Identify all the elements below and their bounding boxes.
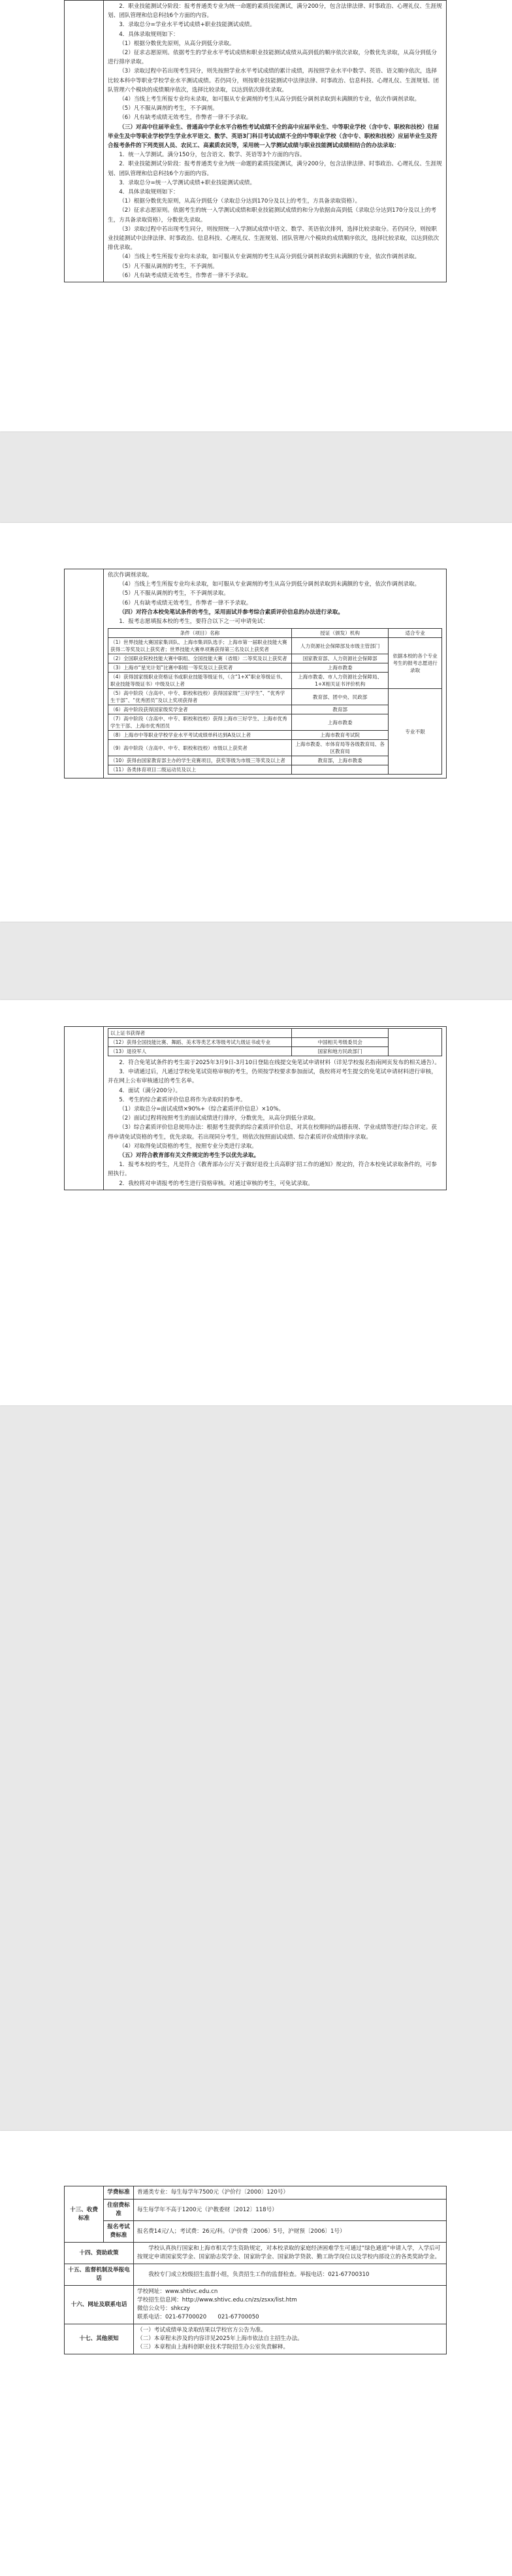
table-cell: 以上证书获得者 xyxy=(108,1029,292,1038)
table-left-column xyxy=(65,1,104,282)
notice-line: （二）本章程未涉及的内容详见2025年上海市依法自主招生办法。 xyxy=(137,2335,303,2342)
table-cell: 普通类专业：每生每学年7500元（沪价行〔2000〕120号） xyxy=(134,2186,447,2200)
table-cell: 我校专门成立校级招生监督小组，负责招生工作的监督检查。举报电话：021-67700310 xyxy=(134,2264,447,2286)
paragraph: （3）综合素质评价信息使用办法：根据考生提供的综合素质评价信息，对其在校期间的品德表现、学业成绩等进行综合评定。获得申请免试资格的考生，优先录取。若出现同分考生，则依次按照面试成绩、综合素质评价成绩排序录取。 xyxy=(108,1124,437,1141)
paragraph: （2）征求志愿原则。依据考生的统一入学测试成绩和职业技能测试成绩的和分为依据由高到低（录取总分达到170分及以上的考生，方具备录取资格），分数优先录取。 xyxy=(108,207,437,224)
table-cell: 每生每学年不高于1200元（沪教委财〔2012〕118号） xyxy=(134,2200,447,2221)
table-left-column xyxy=(65,1027,104,1190)
table-cell: 国家和地方民政部门 xyxy=(292,1047,389,1056)
table-row xyxy=(65,2286,447,2324)
exemption-cell xyxy=(104,569,447,778)
sub-label: 学费标准 xyxy=(104,2186,134,2200)
table-cell xyxy=(134,2324,447,2354)
section-label: 十六、网址及联系电话 xyxy=(65,2286,134,2324)
table-row xyxy=(65,2186,447,2200)
table-cell: 上海市教育考试院 xyxy=(292,731,389,740)
bold-paragraph: （四）对符合本校免笔试条件的考生，采用面试并参考综合素质评价信息的办法进行录取。 xyxy=(119,609,344,616)
column-header: 适合专业 xyxy=(389,629,442,638)
table-cell: （4）获得国家级职业资格证书或职业技能等级证书，（含“1+X”职业等级证书、职业技能等级证书）中级及以上者 xyxy=(108,673,292,689)
section-label: 十四、资助政策 xyxy=(65,2243,134,2264)
website-line[interactable]: 学校网址：www.shtivc.edu.cn xyxy=(137,2288,218,2295)
table-cell: （2）全国职业院校技能大赛中职组、全国技能大赛（省级）二等奖及以上获奖者 xyxy=(108,654,292,663)
paragraph: 4．具体录取规则如下： xyxy=(119,189,179,196)
paragraph: （4）当线上考生所报专业均未录取，如可服从专业调剂的考生从高分到低分调剂录取到未满额的专业，依次作调剂录取。 xyxy=(119,254,421,261)
admissions-site-line[interactable]: 学校招生信息网：http://www.shtivc.edu.cn/zs/zsxx/list.htm xyxy=(137,2297,297,2303)
exemption-conditions-table-continued xyxy=(108,1028,442,1056)
column-header: 条件（项目）名称 xyxy=(108,629,292,638)
document-page-1 xyxy=(0,0,512,431)
table-cell: （9）高中阶段（含高中、中专、职校和技校）市级以上获奖者 xyxy=(108,740,292,756)
table-row xyxy=(65,2243,447,2264)
paragraph: 3．申请通过后，凡通过学校免笔试资格审核的考生，仍须按学校要求参加面试，我校将对考生提交的免笔试申请材料进行审核，并在网上公布审核通过的考生名单。 xyxy=(108,1069,437,1085)
table-cell: 上海市教委 xyxy=(292,663,389,673)
table-cell: （3）上海市“星光计划”比赛中职组一等奖及以上获奖者 xyxy=(108,663,292,673)
table-row xyxy=(65,2264,447,2286)
table-cell: （7）高中阶段（含高中、中专、职校和技校）获得上海市三好学生、上海市优秀学生干部、上海市优秀团员 xyxy=(108,714,292,731)
table-row xyxy=(65,2200,447,2221)
paragraph: （5）凡不服从调剂的考生，不予调剂。 xyxy=(119,263,218,270)
paragraph: （2）征求志愿原则。依据考生的学业水平考试成绩和职业技能测试成绩从高到低的顺序依次录取，分数优先录取，从高分到低分进行排序录取。 xyxy=(108,50,437,66)
paragraph: （4）当线上考生所报专业均未录取，如可服从专业调剂的考生从高分到低分调剂录取到未满额的专业，依次作调剂录取。 xyxy=(119,96,421,103)
table-left-column xyxy=(65,569,104,778)
section-label: 十七、其他须知 xyxy=(65,2324,134,2354)
paragraph: （6）凡有缺考成绩无效考生，作弊者一律不予录取。 xyxy=(119,114,252,122)
table-cell: 报名费14元/人；考试费：26元/科。（沪价费〔2006〕5号，沪财预〔2006〕1号） xyxy=(134,2221,447,2243)
table-cell: （10）获得由国家教育部主办的学生竞赛项目，获奖等级为市级三等奖及以上者 xyxy=(108,756,292,765)
document-page-4 xyxy=(0,2131,512,2576)
table-cell: （8）上海市中等职业学校学业水平考试成绩单科达到A及以上者 xyxy=(108,731,292,740)
paragraph: 1．报考志愿填报本校的考生，要符合以下之一可申请免试： xyxy=(119,618,269,626)
rules-table xyxy=(64,0,447,282)
notice-line: （一）考试成绩单及录取结果以学校官方公告为准。 xyxy=(137,2327,266,2333)
table-cell: 国家教育部、人力资源社会保障部 xyxy=(292,654,389,663)
bold-paragraph: （三）对高中往届毕业生、普通高中学业水平合格性考试成绩不全的高中应届毕业生、中等职业学校（含中专、职校和技校）往届毕业生及中等职业学校学生学业水平语文、数学、英语3门科目考试成绩不全的中等职业学校（含中专、职校和技校）应届毕业生及符合报考条件的下列类别人员、农民工、高素质农民等，采用统一入学测试成绩与职业技能测试成绩相结合的办法录取： xyxy=(108,124,440,150)
notice-line: （三）本章程由上海科创职业技术学院招生办公室负责解释。 xyxy=(137,2344,289,2350)
paragraph: 依次作调剂录取。 xyxy=(108,572,153,578)
section-label: 十五、监督机制及举报电话 xyxy=(65,2264,134,2286)
exemption-cell-continued xyxy=(104,1027,447,1190)
table-row xyxy=(65,2324,447,2354)
column-header: 授证（颁发）机构 xyxy=(292,629,389,638)
rules-cell xyxy=(104,1,447,282)
paragraph: 5．考生的综合素质评价信息将作为录取时的参考。 xyxy=(119,1096,246,1103)
paragraph: （3）录取过程中若出现考生同分，则先按照学业水平考试成绩的累计成绩，再按照学业水平中数学、英语、语文顺序依次，选择比较本科中等职业学校学业水平测试成绩。若仍同分，则按职业技能测试中法律法律、时事政治、信息科技、心理礼仪、生涯规划、团队管理六个模块的成绩顺序依次，选择比较录取，以达到依次排优录取。 xyxy=(108,68,440,93)
sub-label: 报名考试费标准 xyxy=(104,2221,134,2243)
table-cell: 中国相关考级委员会 xyxy=(292,1038,389,1047)
paragraph: （4）对取得免试资格的考生，按照专业分类进行录取。 xyxy=(119,1143,257,1150)
table-row xyxy=(65,2221,447,2243)
bold-paragraph: （五）对符合教育部有关文件规定的考生予以优先录取。 xyxy=(119,1152,260,1160)
table-cell: （11）各类体育项目二级运动员及以上 xyxy=(108,765,292,775)
paragraph: （2）面试过程将按照考生的面试成绩进行排序，分数优先，从高分到低分录取。 xyxy=(119,1115,319,1122)
paragraph: （4）当线上考生所报专业均未录取，如可服从专业调剂的考生从高分到低分调剂录取到未满额的专业，依次作调剂录取。 xyxy=(119,581,421,588)
paragraph: （3）录取过程中若出现考生同分，则按照统一入学测试成绩中语文、数学、英语依次排列，选择比较录取分。若仍同分，则按职业技能测试中法律法律、时事政治、信息科技、心理礼仪、生涯规划、团队管理六个模块的成绩顺序依次，选择比较录取，以达到依次排优录取。 xyxy=(108,226,440,252)
exemption-table-continued xyxy=(64,1026,447,1190)
paragraph: （1）根据分数优先原则，从高分到低分（录取总分达到170分及以上的考生，方具备录取资格）。 xyxy=(119,198,361,205)
table-row xyxy=(108,1029,442,1038)
table-cell: （1）世界技能大赛国家集训队、上海市集训队选手；上海市第一届职业技能大赛获得二等奖及以上获奖者；世界技能大赛单项赛获得第三名及以上获奖者 xyxy=(108,638,292,654)
table-cell: 教育部，上海市教委 xyxy=(292,756,389,765)
table-cell: 教育部、团中央、民政部 xyxy=(292,689,389,705)
table-cell: 上海市教委 xyxy=(292,714,389,731)
table-cell: 教育部 xyxy=(292,705,389,714)
paragraph: 1．报考本校的考生，凡是符合《教育部办公厅关于做好退役士兵高职扩招工作的通知》规定的，符合本校免试录取条件的，可参照执行。 xyxy=(108,1162,437,1178)
table-cell: （12）获得全国技能比赛、舞蹈、美术等类艺术等级考试九级证书或专业 xyxy=(108,1038,292,1047)
document-page-2 xyxy=(0,523,512,922)
paragraph: （5）凡不服从调剂的考生，不予调剂。 xyxy=(119,105,218,112)
paragraph: （5）凡不服从调剂的考生，不予调剂录取。 xyxy=(119,590,229,597)
paragraph: 3．录取总分=学业水平考试成绩+职业技能测试成绩。 xyxy=(119,22,256,29)
table-cell: 学校认真执行国家和上海市相关学生资助规定，对本校录取的家庭经济困难学生可通过“绿色通道”申请入学，入学后可按规定申请国家奖学金、国家励志奖学金、国家助学金、国家助学贷款、勤工助学岗位以及学校内部设立的各类奖助学金。 xyxy=(134,2243,447,2264)
table-cell xyxy=(292,765,389,775)
paragraph: 2．我校将对申请报考的考生进行资格审核。对通过审核的考生，可免试录取。 xyxy=(119,1180,313,1187)
table-cell: 上海市教委、市体育局等各级教育局、各区教育局 xyxy=(292,740,389,756)
table-cell: （6）高中阶段获得国家级奖学金者 xyxy=(108,705,292,714)
table-cell xyxy=(292,1029,389,1038)
paragraph: 2．职业技能测试分阶段：报考普通类专业为统一命题的素质技能测试，满分200分，包含法律法律、时事政治、心理礼仪、生涯规划、团队管理和信息科技6个方面的内容。 xyxy=(108,3,442,20)
phone-line: 联系电话：021-67700020 021-67700050 xyxy=(137,2314,259,2320)
exemption-table xyxy=(64,569,447,778)
paragraph: 2．职业技能测试分阶段：报考普通类专业为统一命题的素质技能测试，满分200分，包含法律法律、时事政治、心理礼仪、生涯规划、团队管理和信息科技6个方面的内容。 xyxy=(108,161,442,177)
table-cell: 上海市教委、市人力资源社会保障局、1+X相关证书评价机构 xyxy=(292,673,389,689)
paragraph: （1）根据分数优先原则，从高分到低分录取。 xyxy=(119,40,235,47)
table-cell: 人力资源社会保障部及市级主管部门 xyxy=(292,638,389,654)
paragraph: （1）录取总分=面试成绩×90%+（综合素质评价信息）×10%。 xyxy=(119,1106,285,1113)
table-cell: （5）高中阶段（含高中、中专、职校和技校）获得国家级“三好学生”、“优秀学生干部”、“优秀团员”及以上奖项获得者 xyxy=(108,689,292,705)
table-cell: 依据本校的各个专业考生的报考志愿进行录取 xyxy=(389,638,442,689)
table-row xyxy=(108,638,442,654)
paragraph: （6）凡有缺考成绩无效考生，作弊者一律不予录取。 xyxy=(119,599,252,607)
table-cell xyxy=(134,2286,447,2324)
sub-label: 住宿费标准 xyxy=(104,2200,134,2221)
fees-table xyxy=(64,2186,447,2354)
paragraph: 1．统一入学测试。满分150分，包含语文、数学、英语等3个方面的内容。 xyxy=(119,152,306,159)
paragraph: 4．面试（满分200分）。 xyxy=(119,1087,182,1094)
paragraph: 4．具体录取规则如下： xyxy=(119,31,179,38)
table-row xyxy=(108,689,442,705)
table-cell xyxy=(389,1029,442,1056)
paragraph: （6）凡有缺考成绩无效考生，作弊者一律不予录取。 xyxy=(119,272,252,279)
document-page-3 xyxy=(0,1000,512,1405)
section-label: 十三、收费标准 xyxy=(65,2186,104,2243)
exemption-conditions-table xyxy=(108,628,442,775)
wechat-line: 微信公众号：shkczy xyxy=(137,2305,190,2312)
paragraph: 3．录取总分=统一入学测试成绩+职业技能测试成绩。 xyxy=(119,179,256,186)
table-cell: 专业不限 xyxy=(389,689,442,775)
paragraph: 2．符合免笔试条件的考生需于2025年3月9日-3月10日登陆在线提交免笔试申请材料（详见学校报名指南网页发布的相关通告）。 xyxy=(119,1060,440,1066)
table-cell: （13）退役军人 xyxy=(108,1047,292,1056)
